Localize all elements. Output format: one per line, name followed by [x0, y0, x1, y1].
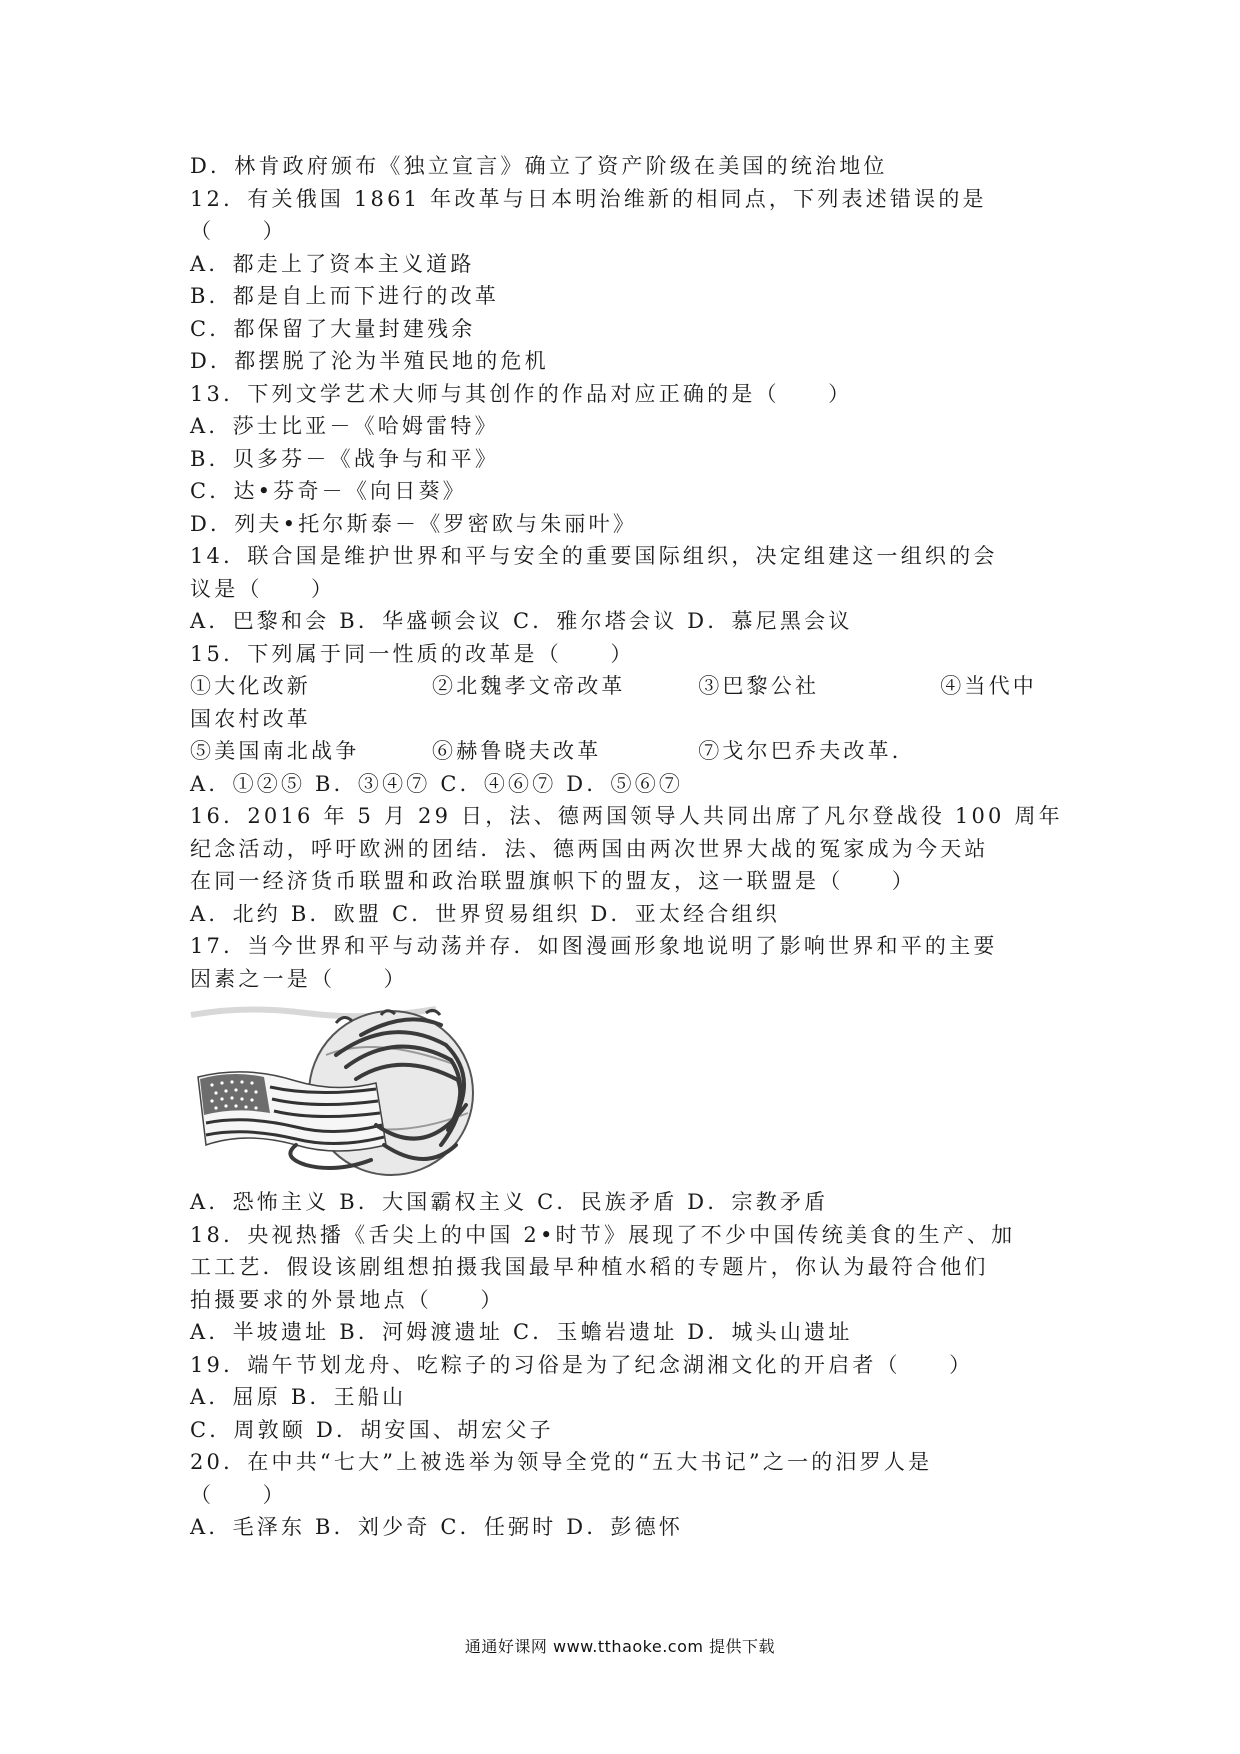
text-line: 17．当今世界和平与动荡并存．如图漫画形象地说明了影响世界和平的主要 [190, 934, 998, 958]
page-footer-watermark: 通通好课网 www.tthaoke.com 提供下载 [464, 1637, 776, 1656]
text-line: A．半坡遗址 B．河姆渡遗址 C．玉蟾岩遗址 D．城头山遗址 [190, 1320, 853, 1344]
text-line: 纪念活动，呼吁欧洲的团结．法、德两国由两次世界大战的冤家成为今天站 [190, 836, 989, 861]
text-line: C．周敦颐 D．胡安国、胡宏父子 [190, 1417, 554, 1442]
text-line: A．莎士比亚－《哈姆雷特》 [190, 414, 499, 438]
text-line: 14．联合国是维护世界和平与安全的重要国际组织，决定组建这一组织的会 [190, 544, 998, 568]
cartoon-figure-flag-globe [186, 995, 486, 1180]
text-line: C．都保留了大量封建残余 [190, 316, 476, 341]
text-line: 国农村改革 [190, 706, 311, 731]
text-line: B．都是自上而下进行的改革 [190, 284, 500, 308]
text-line: A．恐怖主义 B．大国霸权主义 C．民族矛盾 D．宗教矛盾 [190, 1190, 829, 1214]
text-line: 16．2016 年 5 月 29 日，法、德两国领导人共同出席了凡尔登战役 100 周年 [190, 804, 1063, 828]
text-line: C．达•芬奇－《向日葵》 [190, 479, 467, 503]
text-line: 在同一经济货币联盟和政治联盟旗帜下的盟友，这一联盟是（ ） [190, 869, 916, 893]
text-line: A．毛泽东 B．刘少奇 C．任弼时 D．彭德怀 [190, 1515, 684, 1539]
questions-block-lower [190, 1186, 1060, 1544]
text-line: ①大化改新 ②北魏孝文帝改革 ③巴黎公社 ④当代中 [190, 674, 1037, 698]
text-line: D．都摆脱了沦为半殖民地的危机 [190, 349, 549, 373]
questions-block-upper [190, 150, 1063, 995]
text-line: 13．下列文学艺术大师与其创作的作品对应正确的是（ ） [190, 381, 853, 406]
text-line: A．都走上了资本主义道路 [190, 251, 475, 276]
text-line: 15．下列属于同一性质的改革是（ ） [190, 641, 635, 666]
text-line: 18．央视热播《舌尖上的中国 2•时节》展现了不少中国传统美食的生产、加 [190, 1222, 1016, 1247]
text-line: 工工艺．假设该剧组想拍摄我国最早种植水稻的专题片，你认为最符合他们 [190, 1255, 989, 1279]
text-line: A．巴黎和会 B．华盛顿会议 C．雅尔塔会议 D．慕尼黑会议 [190, 609, 853, 633]
text-line: ⑤美国南北战争 ⑥赫鲁晓夫改革 ⑦戈尔巴乔夫改革． [190, 739, 916, 763]
text-line: （ ） [190, 1482, 287, 1507]
text-line: 19．端午节划龙舟、吃粽子的习俗是为了纪念湖湘文化的开启者（ ） [190, 1352, 974, 1377]
text-line: A．屈原 B．王船山 [190, 1385, 407, 1409]
text-line: D．林肯政府颁布《独立宣言》确立了资产阶级在美国的统治地位 [190, 154, 888, 178]
text-line: D．列夫•托尔斯泰－《罗密欧与朱丽叶》 [190, 511, 638, 536]
text-line: 议是（ ） [190, 576, 336, 601]
text-line: 20．在中共“七大”上被选举为领导全党的“五大书记”之一的汨罗人是 [190, 1450, 933, 1474]
text-line: A．①②⑤ B．③④⑦ C．④⑥⑦ D．⑤⑥⑦ [190, 771, 684, 796]
text-line: B．贝多芬－《战争与和平》 [190, 446, 500, 471]
text-line: 因素之一是（ ） [190, 966, 408, 991]
text-line: A．北约 B．欧盟 C．世界贸易组织 D．亚太经合组织 [190, 901, 780, 926]
text-line: 12．有关俄国 1861 年改革与日本明治维新的相同点，下列表述错误的是 [190, 186, 987, 211]
exam-page-body [190, 150, 1063, 1544]
flag-globe-icon [186, 995, 486, 1180]
text-line: 拍摄要求的外景地点（ ） [190, 1287, 505, 1312]
text-line: （ ） [190, 219, 287, 243]
